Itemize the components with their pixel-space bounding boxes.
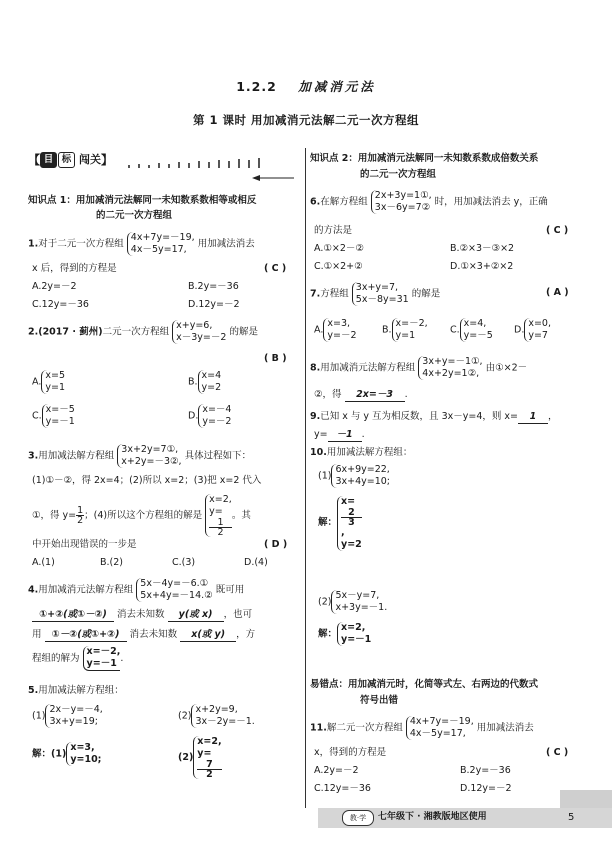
question-8-line-2: ②，得 2x=－3 . <box>314 389 408 400</box>
option-a: A.①×2－② <box>314 243 364 254</box>
option-a: A.2y=－2 <box>314 765 359 776</box>
question-10-solution-2: 解： x=2, y=－1 <box>318 622 372 645</box>
option-a: A.(1) <box>32 557 55 568</box>
blank-answer: x(或 y) <box>180 630 236 642</box>
error-point: 易错点：用加减消元时，化简等式左、右两边的代数式 <box>310 679 539 690</box>
question-1-text: x 后，得到的方程是 <box>32 263 117 274</box>
decorative-bar <box>248 160 250 168</box>
option-d: D.12y=－2 <box>460 783 512 794</box>
column-divider <box>305 148 306 808</box>
answer-3: ( D ) <box>264 539 288 550</box>
option-b: B. x=－2, y=1 <box>382 318 428 341</box>
question-4: 4.用加减消元法解方程组 5x－4y=－6.① 5x+4y=－14.② 既可用 <box>28 578 245 601</box>
decorative-bar <box>228 161 230 168</box>
question-10-part-2: (2) 5x－y=7, x+3y=－1. <box>318 590 388 613</box>
footer-text: 七年级下 · 湘教版地区使用 <box>378 812 487 822</box>
question-6: 6.在解方程组 2x+3y=1①, 3x－6y=7② 时，用加减法消去 y，正确 <box>310 190 548 213</box>
answer-2: ( B ) <box>264 353 287 364</box>
option-d: D.①×3+②×2 <box>450 261 514 272</box>
question-3-text: (1)①－②，得 2x=4；(2)所以 x=2；(3)把 x=2 代入 <box>32 475 262 486</box>
decorative-bar <box>198 161 200 168</box>
option-c: C.12y=－36 <box>314 783 371 794</box>
option-d: D.12y=－2 <box>188 299 240 310</box>
question-3-text-2: ①，得 y= $\frac{1}{2}$ ；(4)所以这个方程组的解是 x=2, y= 1 2 。其 <box>32 494 251 538</box>
question-3: 3.用加减法解方程组 3x+2y=7①, x+2y=－3②, 具体过程如下： <box>28 444 252 467</box>
option-d: D.(4) <box>244 557 268 568</box>
option-c: C.12y=－36 <box>32 299 89 310</box>
question-5-part-2: (2) x+2y=9, 3x－2y=－1. <box>178 704 255 727</box>
answer-6: ( C ) <box>546 225 569 236</box>
decorative-bar <box>238 159 240 168</box>
badge-char-1: 目 <box>40 152 57 168</box>
decorative-bar <box>218 160 220 168</box>
option-c: C.(3) <box>172 557 196 568</box>
option-b: B.②×3－③×2 <box>450 243 515 254</box>
question-4-line-4: 程组的解为 x=－2, y=－1 . <box>32 646 124 669</box>
answer-7: ( A ) <box>546 287 569 298</box>
lesson-title: 第 1 课时 用加减消元法解二元一次方程组 <box>192 113 419 127</box>
blank-answer: y(或 x) <box>168 610 224 622</box>
decorative-bar <box>178 162 180 168</box>
question-5-solution: 解：(1) x=3, y=10; <box>32 742 102 765</box>
badge-char-2: 标 <box>58 152 75 168</box>
knowledge-point-1: 知识点 1：用加减消元法解同一未知数系数相等或相反 <box>28 195 257 206</box>
section-title: 1.2.2 加减消元法 <box>236 79 376 94</box>
question-2: 2.(2017 · 蓟州)二元一次方程组 x+y=6, x－3y=－2 的解是 <box>28 320 258 343</box>
option-b: B. x=4 y=2 <box>188 370 222 393</box>
decorative-bar <box>158 163 160 168</box>
question-5-part-1: (1) 2x－y=－4, 3x+y=19; <box>32 704 103 727</box>
option-b: B.2y=－36 <box>188 281 239 292</box>
answer-11: ( C ) <box>546 747 569 758</box>
question-8: 8.用加减消元法解方程组 3x+y=－1①, 4x+2y=1②, 由①×2－ <box>310 356 528 379</box>
option-b: B.2y=－36 <box>460 765 511 776</box>
question-7: 7.方程组 3x+y=7, 5x－8y=31 的解是 <box>310 282 441 305</box>
option-a: A. x=3, y=－2 <box>314 318 357 341</box>
option-c: C. x=4, y=－5 <box>450 318 493 341</box>
question-9-line-2: y= －1 . <box>314 429 365 440</box>
blank-answer: ①+②(或①－②) <box>32 610 114 622</box>
question-4-line-3: 用 ①－②(或①+②) 消去未知数 x(或 y) ，方 <box>32 629 256 640</box>
answer-1: ( C ) <box>264 263 287 274</box>
blank-answer: 1 <box>518 412 548 424</box>
question-5: 5.用加减法解方程组： <box>28 685 124 696</box>
question-4-line-2: ①+②(或①－②) 消去未知数 y(或 x) ，也可 <box>32 610 252 622</box>
option-d: D. x=0, y=7 <box>514 318 551 341</box>
arrow-line-icon <box>28 174 294 182</box>
question-1: 1.对于二元一次方程组 4x+7y=－19, 4x－5y=17, 用加减法消去 <box>28 232 255 255</box>
blank-answer: ①－②(或①+②) <box>45 630 127 642</box>
question-11: 11.解二元一次方程组 4x+7y=－19, 4x－5y=17, 用加减法消去 <box>310 716 534 739</box>
option-a: A.2y=－2 <box>32 281 77 292</box>
question-10-part-1: (1) 6x+9y=22, 3x+4y=10; <box>318 464 391 487</box>
option-c: C.①×2+② <box>314 261 363 272</box>
blank-answer: －1 <box>328 430 362 442</box>
target-badge: 【 目 标 闯关】 <box>28 153 114 167</box>
decorative-bar <box>188 163 190 168</box>
decorative-bar <box>128 165 130 168</box>
decorative-bar <box>168 164 170 168</box>
decorative-bar <box>148 165 150 168</box>
equation-system: 4x+7y=－19, 4x－5y=17, <box>127 232 195 256</box>
knowledge-point-2: 知识点 2：用加减消元法解同一未知数系数成倍数关系 <box>310 153 539 164</box>
question-10: 10.用加减法解方程组： <box>310 447 413 458</box>
footer-logo: 教·学 <box>342 810 374 826</box>
option-d: D. x=－4 y=－2 <box>188 404 232 427</box>
option-a: A. x=5 y=1 <box>32 370 65 393</box>
knowledge-point-2-cont: 的二元一次方程组 <box>360 169 437 180</box>
error-point-cont: 符号出错 <box>360 695 399 706</box>
question-9: 9.已知 x 与 y 互为相反数，且 3x－y=4，则 x= 1 ， <box>310 411 558 422</box>
decorative-bar <box>258 158 260 168</box>
decorative-bar <box>208 162 210 168</box>
option-b: B.(2) <box>100 557 123 568</box>
question-11-text: x，得到的方程是 <box>314 747 387 758</box>
option-c: C. x=－5 y=－1 <box>32 404 75 427</box>
question-3-text-3: 中开始出现错误的一步是 <box>32 539 137 550</box>
decorative-bar <box>138 164 140 168</box>
page-number: 5 <box>568 812 575 823</box>
question-5-solution-2: (2) x=2, y= 7 2 <box>178 736 222 780</box>
badge-text: 闯关 <box>79 153 102 166</box>
decorative-bars <box>128 158 268 168</box>
question-6-text: 的方法是 <box>314 225 353 236</box>
knowledge-point-1-cont: 的二元一次方程组 <box>96 210 173 221</box>
blank-answer: 2x=－3 <box>345 390 405 402</box>
question-10-solution-1: 解： x= 2 3 , y=2 <box>318 496 362 550</box>
